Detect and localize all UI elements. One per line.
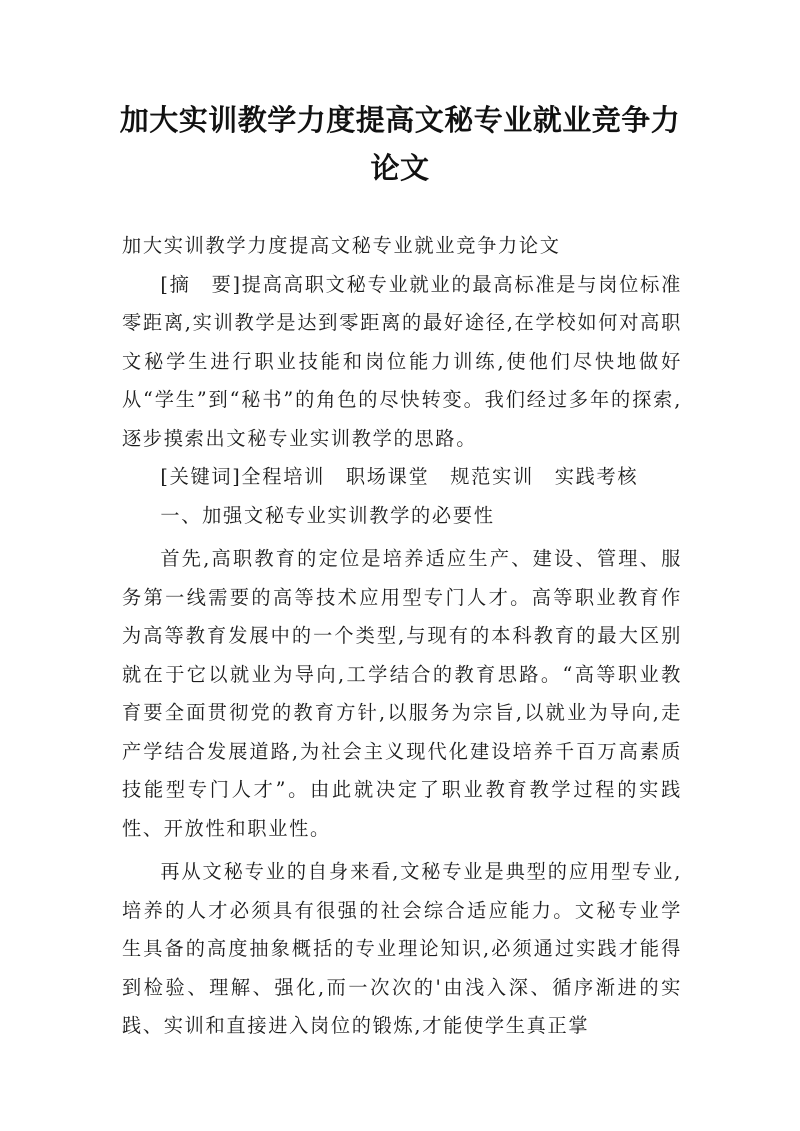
section-heading: 一、加强文秘专业实训教学的必要性 xyxy=(160,503,495,527)
body-paragraph: 首先,高职教育的定位是培养适应生产、建设、管理、服务第一线需要的高等技术应用型专门人才。高等职业教育作为高等教育发展中的一个类型,与现有的本科教育的最大区别就在于它以就业为导向,工学结合的教育思路。“高等职业教育要全面贯彻党的教育方针,以服务为宗旨,以就业为导向,走产学结合发展道路,为社会主义现代化建设培养千百万高素质技能型专门人才”。由此就决定了职业教育教学过程的实践性、开放性和职业性。 xyxy=(122,547,682,840)
body-paragraph: 再从文秘专业的自身来看,文秘专业是典型的应用型专业, 培养的人才必须具有很强的社会综合适应能力。文秘专业学生具备的高度抽象概括的专业理论知识,必须通过实践才能得到检验、理解、强化,而一次次的'由浅入深、循序渐进的实践、实训和直接进入岗位的锻炼,才能使学生真正掌 xyxy=(122,860,682,1037)
document-body xyxy=(122,227,682,1046)
repeated-title-paragraph: 加大实训教学力度提高文秘专业就业竞争力论文 xyxy=(122,234,561,257)
document-title: 加大实训教学力度提高文秘专业就业竞争力论文 xyxy=(119,103,681,185)
abstract-paragraph: [摘 要]提高高职文秘专业就业的最高标准是与岗位标准零距离,实训教学是达到零距离的最好途径,在学校如何对高职文秘学生进行职业技能和岗位能力训练,使他们尽快地做好从“学生”到“秘书”的角色的尽快转变。我们经过多年的探索,逐步摸索出文秘专业实训教学的思路。 xyxy=(122,272,682,450)
keywords-paragraph: [关键词]全程培训 职场课堂 规范实训 实践考核 xyxy=(160,465,639,488)
